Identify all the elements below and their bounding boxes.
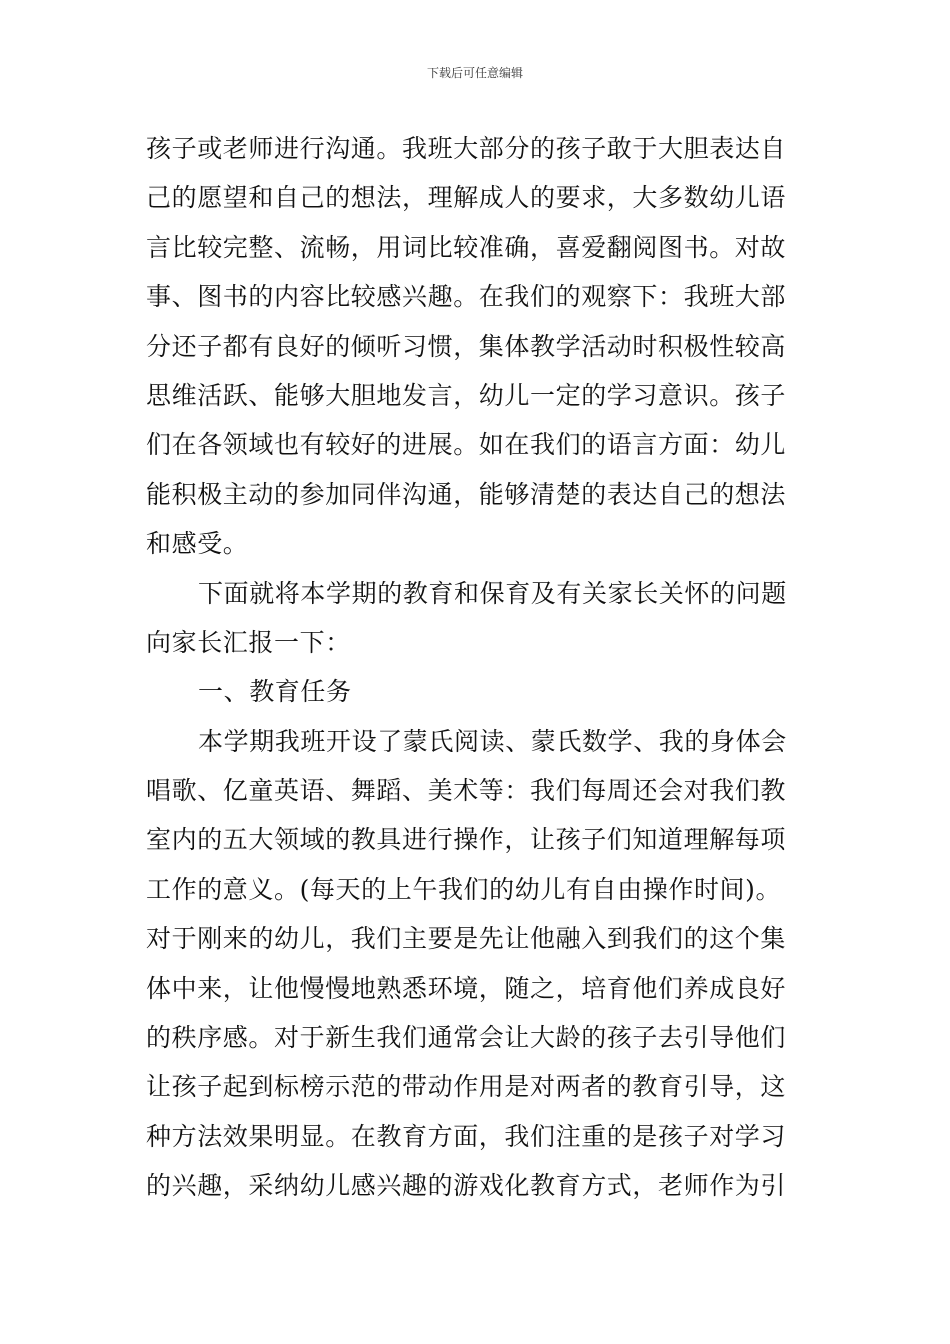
paragraph-first-line: 本学期我班开设了蒙氏阅读、蒙氏数学、我的身体会 <box>198 726 787 756</box>
text-line: 分还子都有良好的倾听习惯，集体教学活动时积极性较高 <box>146 331 787 361</box>
text-line: 唱歌、亿童英语、舞蹈、美术等：我们每周还会对我们教 <box>146 776 787 806</box>
text-line: 能积极主动的参加同伴沟通，能够清楚的表达自己的想法 <box>146 479 787 509</box>
document-body <box>146 124 812 1211</box>
section-heading: 一、教育任务 <box>198 677 352 707</box>
text-line: 事、图书的内容比较感兴趣。在我们的观察下：我班大部 <box>146 282 787 312</box>
text-line: 思维活跃、能够大胆地发言，幼儿一定的学习意识。孩子 <box>146 380 787 410</box>
text-line: 的秩序感。对于新生我们通常会让大龄的孩子去引导他们 <box>146 1023 787 1053</box>
page-header: 下载后可任意编辑 <box>426 66 523 80</box>
text-line: 们在各领域也有较好的进展。如在我们的语言方面：幼儿 <box>146 430 787 460</box>
text-line: 工作的意义。(每天的上午我们的幼儿有自由操作时间)。 <box>146 874 782 904</box>
paragraph-first-line: 下面就将本学期的教育和保育及有关家长关怀的问题 <box>198 578 787 608</box>
text-line: 室内的五大领域的教具进行操作，让孩子们知道理解每项 <box>146 825 787 855</box>
text-line: 让孩子起到标榜示范的带动作用是对两者的教育引导，这 <box>146 1072 787 1102</box>
text-line: 和感受。 <box>146 529 249 559</box>
text-line: 向家长汇报一下： <box>146 627 351 657</box>
text-line: 对于刚来的幼儿，我们主要是先让他融入到我们的这个集 <box>146 924 787 954</box>
text-line: 的兴趣，采纳幼儿感兴趣的游戏化教育方式，老师作为引 <box>146 1171 787 1201</box>
text-line: 己的愿望和自己的想法，理解成人的要求，大多数幼儿语 <box>146 183 787 213</box>
text-line: 孩子或老师进行沟通。我班大部分的孩子敢于大胆表达自 <box>146 134 787 163</box>
text-line: 种方法效果明显。在教育方面，我们注重的是孩子对学习 <box>146 1121 787 1151</box>
text-line: 体中来，让他慢慢地熟悉环境，随之，培育他们养成良好 <box>146 973 787 1003</box>
text-line: 言比较完整、流畅，用词比较准确，喜爱翻阅图书。对故 <box>146 232 787 262</box>
